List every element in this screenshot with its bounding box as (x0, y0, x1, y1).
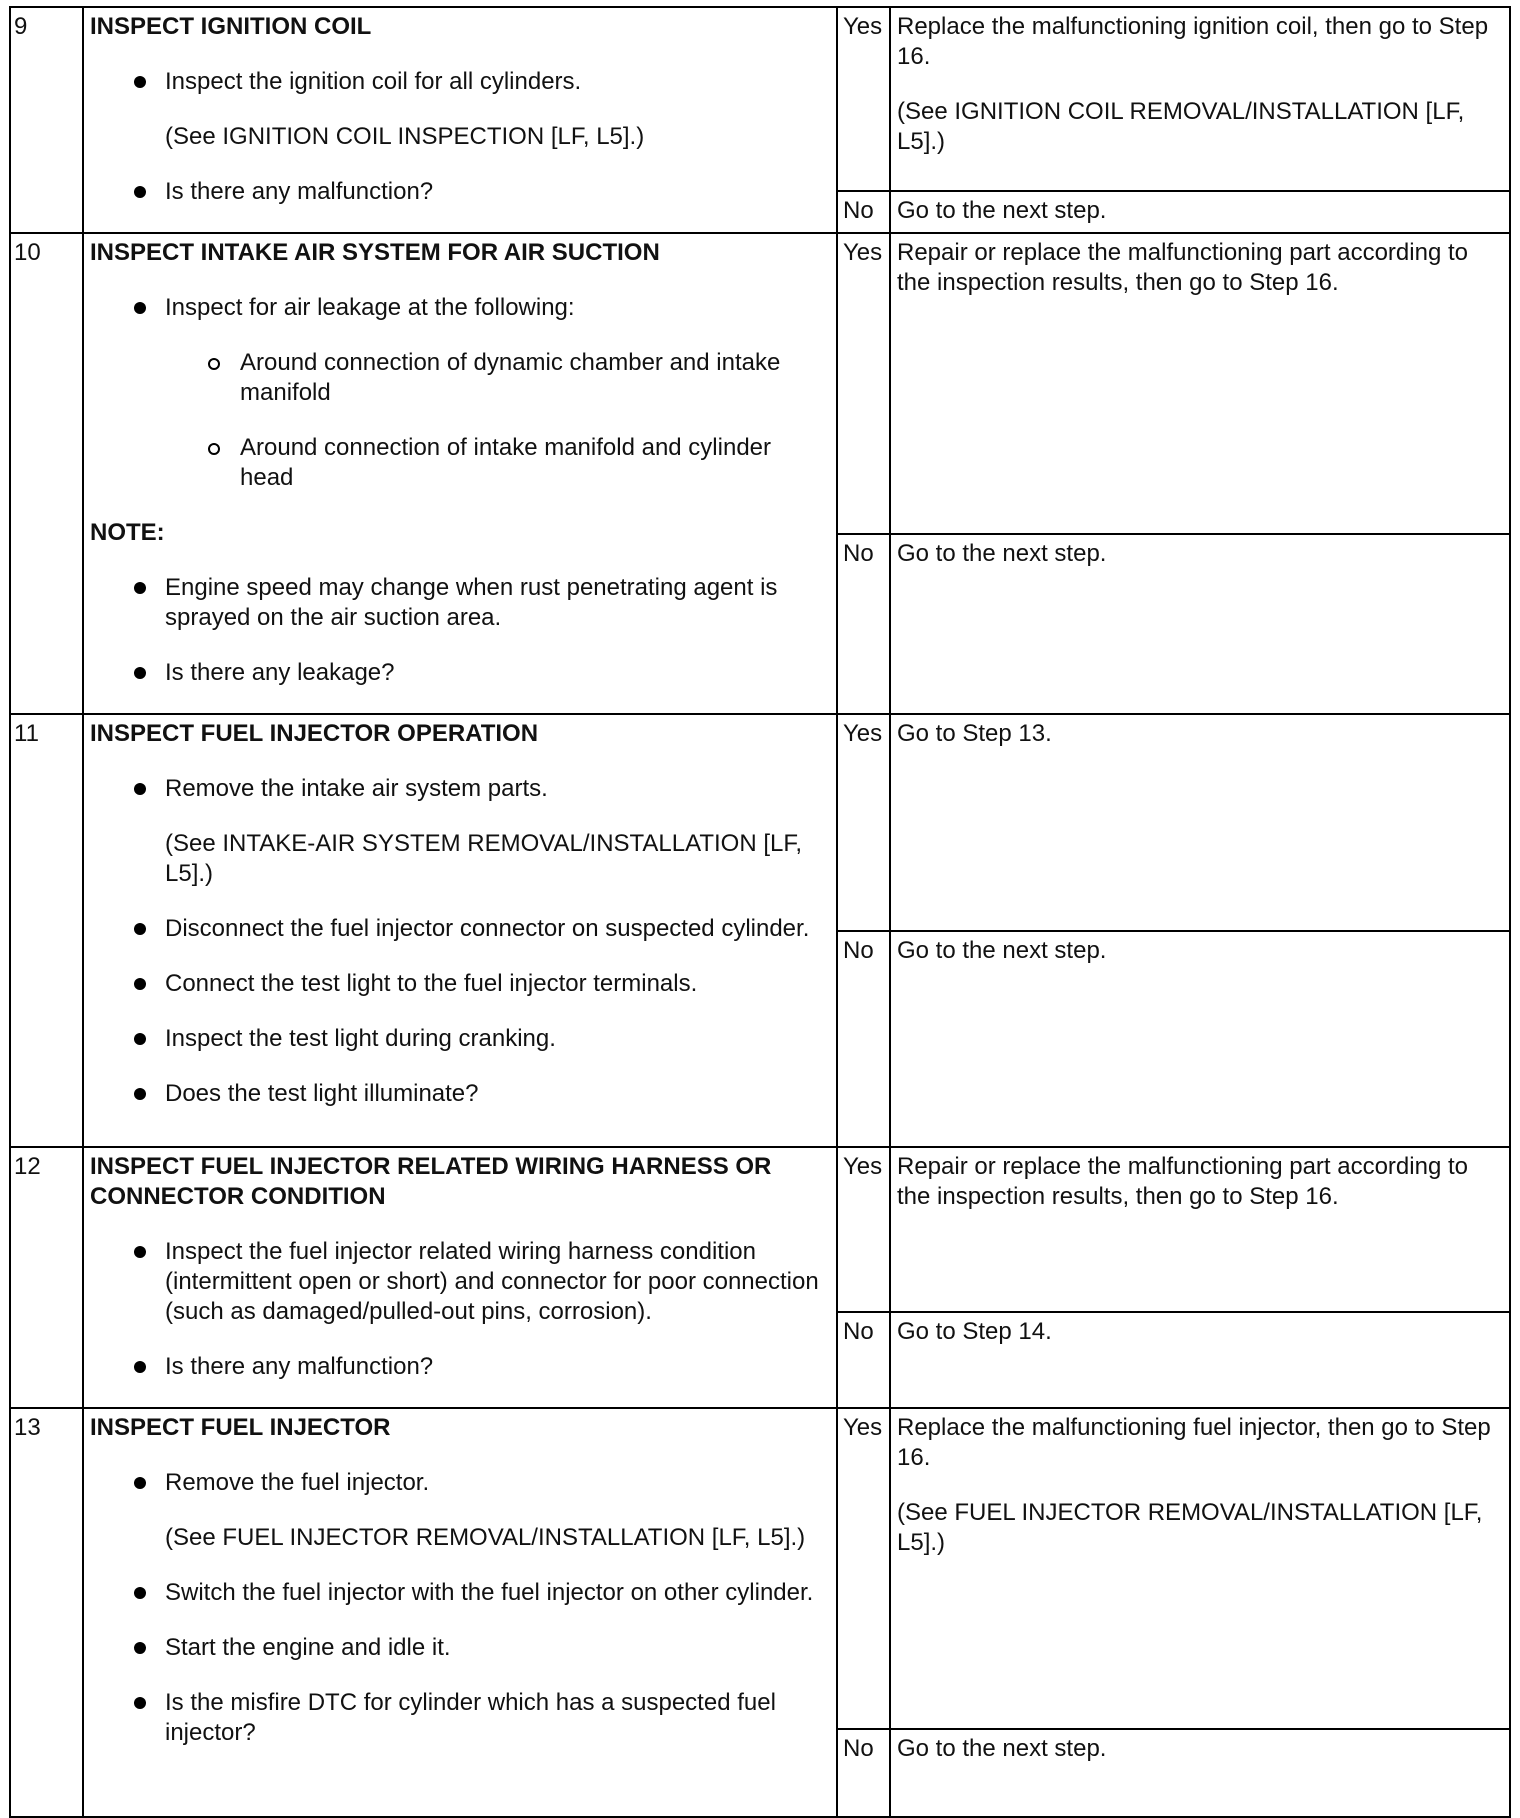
no-action: Go to the next step. (897, 540, 1107, 567)
sub-bullet-item: Around connection of dynamic chamber and intake manifold (90, 348, 830, 408)
no-action-cell (890, 1312, 1510, 1408)
bullet-item-question: Does the test light illuminate? (90, 1079, 830, 1109)
step-row-9-yes (10, 7, 1510, 191)
step-number-cell (10, 1147, 83, 1408)
step-row-11-yes (10, 714, 1510, 931)
step-body-cell (83, 714, 837, 1147)
yes-action-cell (890, 1408, 1510, 1729)
no-action: Go to the next step. (897, 1735, 1107, 1762)
step-number-cell (10, 7, 83, 233)
yes-action-cell (890, 233, 1510, 534)
no-label-cell (837, 191, 890, 233)
step-body-cell (83, 1408, 837, 1817)
bullet-item: Switch the fuel injector with the fuel injector on other cylinder. (90, 1578, 830, 1608)
step-body-cell (83, 7, 837, 233)
step-heading: INSPECT FUEL INJECTOR (90, 1414, 391, 1441)
no-action-cell (890, 931, 1510, 1147)
yes-action-cell (890, 7, 1510, 191)
bullet-item: Remove the intake air system parts. (90, 774, 830, 804)
yes-label: Yes (843, 1414, 883, 1441)
yes-action: Replace the malfunctioning fuel injector, then go to Step 16. (897, 1414, 1491, 1471)
step-number: 11 (14, 720, 39, 747)
step-row-13-yes (10, 1408, 1510, 1729)
no-label: No (843, 1318, 874, 1346)
yes-label: Yes (843, 1153, 883, 1180)
no-label-cell (837, 1729, 890, 1817)
yes-action: Repair or replace the malfunctioning part according to the inspection results, then go to Step 16. (897, 239, 1468, 296)
no-label: No (843, 197, 874, 225)
bullet-item: Disconnect the fuel injector connector on suspected cylinder. (90, 914, 830, 944)
no-label-cell (837, 931, 890, 1147)
bullet-item: Inspect the test light during cranking. (90, 1024, 830, 1054)
step-heading: INSPECT FUEL INJECTOR OPERATION (90, 720, 539, 747)
bullet-item-question: Is there any malfunction? (90, 1352, 830, 1382)
bullet-item: Engine speed may change when rust penetrating agent is sprayed on the air suction area. (90, 573, 830, 633)
bullet-item: Inspect for air leakage at the following: (90, 293, 830, 323)
yes-label: Yes (843, 239, 883, 266)
step-number: 9 (14, 13, 28, 40)
bullet-item: Remove the fuel injector. (90, 1468, 830, 1498)
bullet-item: Connect the test light to the fuel injector terminals. (90, 969, 830, 999)
reference-link[interactable]: (See IGNITION COIL INSPECTION [LF, L5].) (165, 123, 645, 150)
step-number-cell (10, 714, 83, 1147)
yes-action-cell (890, 1147, 1510, 1312)
no-action-cell (890, 191, 1510, 233)
yes-label-cell (837, 1408, 890, 1729)
bullet-item: Inspect the ignition coil for all cylinders. (90, 67, 830, 97)
step-number-cell (10, 233, 83, 714)
step-body-cell (83, 1147, 837, 1408)
sub-bullet-item: Around connection of intake manifold and cylinder head (90, 433, 830, 493)
bullet-item-question: Is there any malfunction? (90, 177, 830, 207)
bullet-item-question: Is the misfire DTC for cylinder which has a suspected fuel injector? (90, 1688, 830, 1748)
reference-link[interactable]: (See FUEL INJECTOR REMOVAL/INSTALLATION [LF, L5].) (165, 1524, 806, 1551)
step-number-cell (10, 1408, 83, 1817)
yes-label-cell (837, 233, 890, 534)
step-body-cell (83, 233, 837, 714)
no-action-cell (890, 1729, 1510, 1817)
yes-label-cell (837, 7, 890, 191)
bullet-item-question: Is there any leakage? (90, 658, 830, 688)
yes-label: Yes (843, 720, 883, 747)
no-action: Go to the next step. (897, 937, 1107, 964)
yes-action: Repair or replace the malfunctioning part according to the inspection results, then go to Step 16. (897, 1153, 1468, 1210)
no-label: No (843, 540, 874, 567)
step-heading: INSPECT FUEL INJECTOR RELATED WIRING HARNESS OR CONNECTOR CONDITION (90, 1153, 772, 1210)
bullet-item: Start the engine and idle it. (90, 1633, 830, 1663)
bullet-item: Inspect the fuel injector related wiring harness condition (intermittent open or short) and connector for poor connection (such as damaged/pulled-out pins, corrosion). (90, 1237, 830, 1327)
step-row-12-yes (10, 1147, 1510, 1312)
diagnostic-procedure-sheet (9, 6, 1509, 1762)
no-action-cell (890, 534, 1510, 714)
yes-label-cell (837, 1147, 890, 1312)
yes-action-reference[interactable]: (See IGNITION COIL REMOVAL/INSTALLATION [LF, L5].) (897, 98, 1465, 155)
no-action: Go to Step 14. (897, 1318, 1052, 1346)
no-label-cell (837, 534, 890, 714)
step-heading: INSPECT IGNITION COIL (90, 13, 372, 40)
step-number: 10 (14, 239, 41, 266)
note-label: NOTE: (90, 519, 165, 546)
step-number: 13 (14, 1414, 41, 1441)
yes-action: Replace the malfunctioning ignition coil, then go to Step 16. (897, 13, 1489, 70)
no-label: No (843, 937, 874, 964)
step-number: 12 (14, 1153, 41, 1180)
yes-action: Go to Step 13. (897, 720, 1052, 747)
no-label: No (843, 1735, 874, 1762)
yes-action-cell (890, 714, 1510, 931)
yes-action-reference[interactable]: (See FUEL INJECTOR REMOVAL/INSTALLATION [LF, L5].) (897, 1499, 1483, 1556)
yes-label: Yes (843, 13, 883, 40)
step-heading: INSPECT INTAKE AIR SYSTEM FOR AIR SUCTION (90, 239, 660, 266)
yes-label-cell (837, 714, 890, 931)
no-label-cell (837, 1312, 890, 1408)
step-row-10-yes (10, 233, 1510, 534)
no-action: Go to the next step. (897, 197, 1107, 225)
reference-link[interactable]: (See INTAKE-AIR SYSTEM REMOVAL/INSTALLATION [LF, L5].) (165, 830, 803, 887)
diagnostic-procedure-table (9, 6, 1511, 1818)
